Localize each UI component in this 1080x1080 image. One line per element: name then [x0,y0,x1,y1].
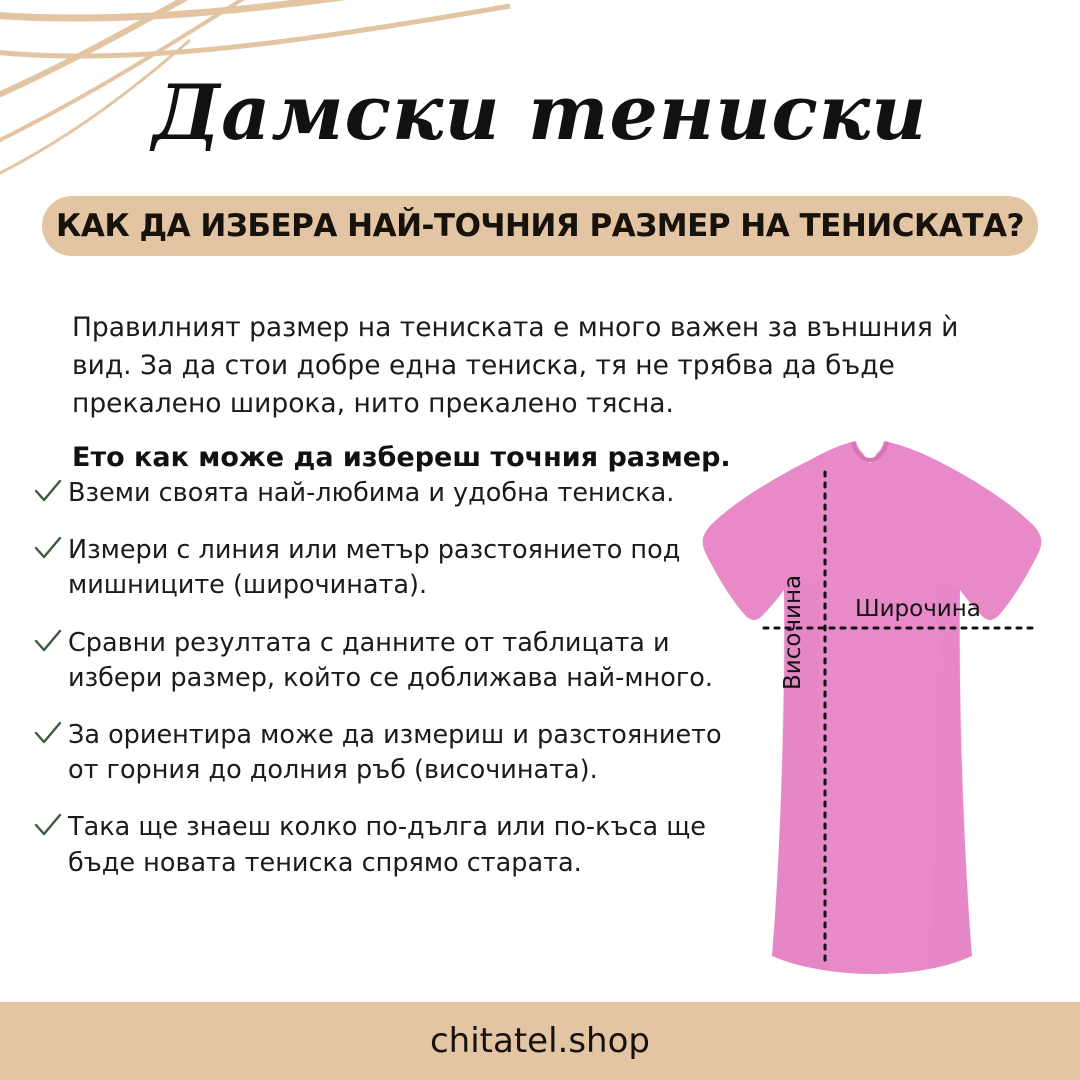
check-icon [34,721,68,747]
list-item-text: За ориентира може да измериш и разстоянието от горния до долния ръб (височината). [68,719,722,786]
width-label: Широчина [855,596,981,622]
question-banner-text: КАК ДА ИЗБЕРА НАЙ-ТОЧНИЯ РАЗМЕР НА ТЕНИСКАТА? [56,208,1024,244]
question-banner [42,196,1038,256]
list-item-text: Вземи своята най-любима и удобна тениска. [68,478,675,508]
check-icon [34,629,68,655]
check-icon [34,479,68,505]
list-item-text: Така ще знаеш колко по-дълга или по-къса ще бъде новата тениска спрямо старата. [68,812,706,878]
list-item-text: Измери с линия или метър разстоянието под мишниците (широчината). [68,535,681,601]
height-label: Височина [780,574,806,690]
intro-paragraph: Правилният размер на тениската е много важен за външния ѝ вид. За да стои добре една тениска, тя не трябва да бъде прекалено широка, нито прекалено тясна. [72,311,959,419]
check-icon [34,536,68,562]
intro-bold-line: Ето как може да избереш точния размер. [72,442,731,473]
list-item [34,718,724,788]
list-item-text: Сравни резултата с данните от таблицата и избери размер, който се доближава най-много. [68,627,713,693]
list-item [34,626,724,696]
footer-bar [0,1002,1080,1080]
list-item [34,533,724,603]
check-icon [34,813,68,839]
list-item [34,810,724,880]
list-item [34,476,724,511]
checklist [34,476,724,903]
footer-site-name: chitatel.shop [429,1021,650,1061]
page-title: Дамски тениски [152,68,928,157]
tshirt-illustration [660,432,1080,1002]
